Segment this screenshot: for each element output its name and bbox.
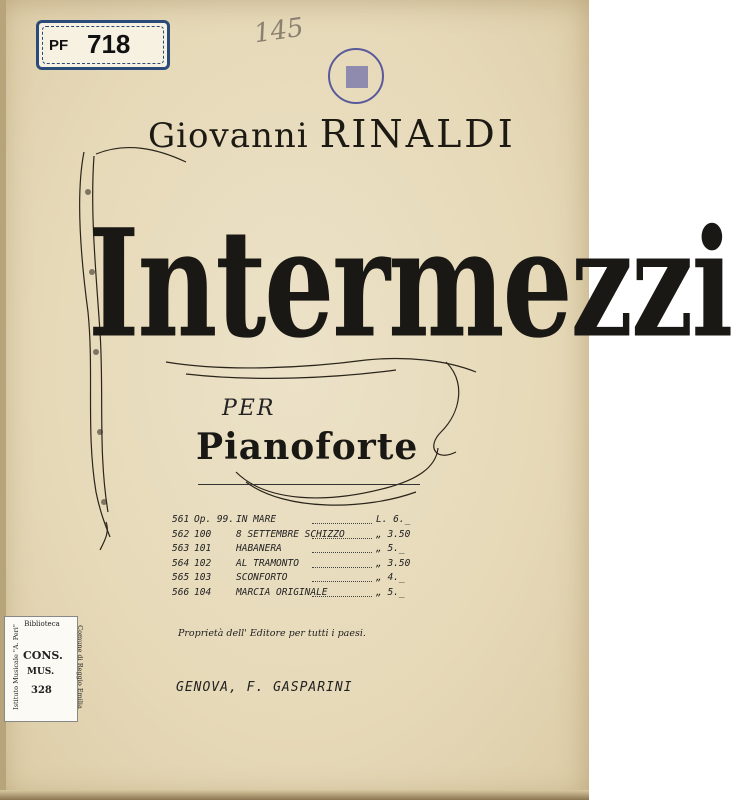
list-item — [172, 543, 406, 558]
ornament-dot — [85, 189, 91, 195]
library-label-right-side: Comune di Reggio Emilia — [76, 625, 84, 709]
leader-dots — [312, 567, 372, 568]
plate-number: 562 — [172, 528, 190, 540]
piece-title: SCONFORTO — [236, 572, 288, 583]
opus-number: Op. 99. — [194, 514, 235, 525]
piece-title: IN MARE — [236, 514, 277, 525]
list-item — [172, 572, 406, 587]
list-item — [172, 587, 406, 602]
library-stamp — [328, 48, 384, 104]
leader-dots — [312, 581, 372, 582]
opus-number: 102 — [194, 557, 212, 569]
leader-dots — [312, 596, 372, 597]
ornament-lower-flourish-2 — [246, 482, 416, 505]
piece-price: „ 3.50 — [376, 528, 411, 540]
library-label-line2: MUS. — [27, 667, 55, 677]
list-item — [172, 528, 411, 544]
page-bottom-edge — [0, 790, 589, 800]
list-item — [172, 557, 411, 573]
opus-number: 100 — [194, 528, 212, 540]
works-list — [172, 514, 411, 601]
library-label-top: Biblioteca — [24, 620, 60, 628]
piece-title: HABANERA — [236, 543, 282, 554]
ornament-dot — [101, 499, 107, 505]
leader-dots — [312, 552, 372, 553]
piece-price: L. 6._ — [376, 514, 411, 525]
library-label-line3: 328 — [31, 685, 52, 696]
ornament-right-scroll — [434, 362, 459, 455]
piece-price: „ 5._ — [376, 543, 405, 554]
piece-price: „ 5._ — [376, 586, 405, 598]
ornament-mid-banner-2 — [186, 370, 396, 378]
work-title: Intermezzi — [88, 196, 731, 371]
library-label — [4, 616, 84, 722]
piece-title: AL TRAMONTO — [236, 557, 299, 569]
instrument-label: Pianoforte — [196, 426, 419, 468]
shelfmark-label — [36, 20, 170, 70]
shelfmark-prefix: PF — [49, 37, 69, 54]
plate-number: 563 — [172, 543, 190, 554]
publisher-imprint: GENOVA, F. GASPARINI — [176, 680, 353, 695]
plate-number: 565 — [172, 572, 190, 583]
piece-title: 8 SETTEMBRE SCHIZZO — [236, 528, 345, 540]
per-label: PER — [222, 396, 276, 421]
piece-price: „ 3.50 — [376, 557, 411, 569]
opus-number: 103 — [194, 572, 212, 583]
library-label-line1: CONS. — [23, 649, 63, 662]
instrument-underline — [198, 484, 420, 485]
opus-number: 104 — [194, 586, 212, 598]
leader-dots — [312, 538, 372, 539]
composer-first-name: Giovanni — [148, 116, 309, 156]
plate-number: 564 — [172, 557, 190, 569]
composer-last-name: RINALDI — [319, 112, 516, 156]
stamp-emblem — [346, 66, 368, 88]
leader-dots — [312, 523, 372, 524]
piece-price: „ 4._ — [376, 572, 405, 583]
library-label-left-side: Istituto Musicale "A. Peri" — [12, 624, 20, 710]
shelfmark-number: 718 — [87, 29, 131, 59]
list-item — [172, 514, 411, 529]
plate-number: 561 — [172, 514, 190, 525]
rights-notice: Proprietà dell' Editore per tutti i paesi. — [178, 628, 366, 639]
plate-number: 566 — [172, 586, 190, 598]
piece-title: MARCIA ORIGINALE — [236, 586, 328, 598]
ornament-dot — [97, 429, 103, 435]
composer-name — [148, 112, 516, 156]
pencil-note: 145 — [252, 12, 306, 50]
opus-number: 101 — [194, 543, 212, 554]
